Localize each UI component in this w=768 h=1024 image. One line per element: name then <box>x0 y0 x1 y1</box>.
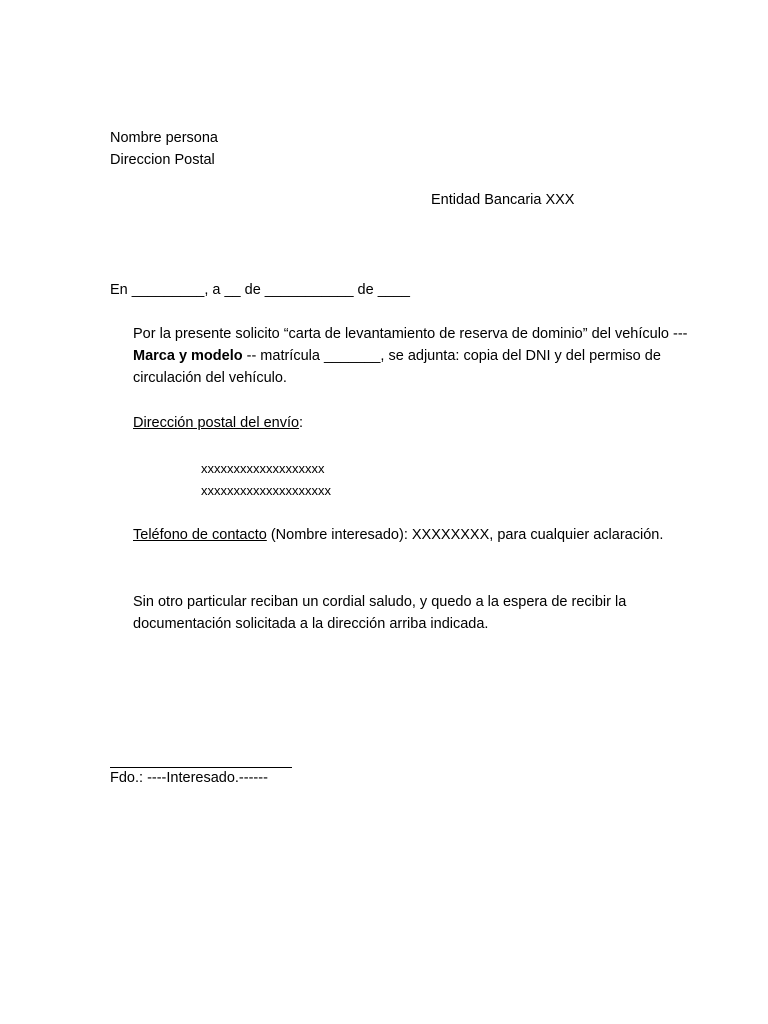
contact-phone-paragraph <box>133 524 693 546</box>
vehicle-make-model: Marca y modelo <box>133 348 243 364</box>
shipping-address-colon: : <box>299 415 304 431</box>
closing-paragraph: Sin otro particular reciban un cordial saludo, y quedo a la espera de recibir la documentación solicitada a la dirección arriba indicada. <box>133 594 627 632</box>
contact-phone-label: Teléfono de contacto <box>133 527 267 543</box>
sender-address: Direccion Postal <box>110 152 215 168</box>
request-text-end: -- matrícula _______, se adjunta: copia del DNI y del permiso de circulación del vehículo. <box>133 348 661 386</box>
contact-phone-text: (Nombre interesado): XXXXXXXX, para cualquier aclaración. <box>266 527 664 543</box>
signature-text: Fdo.: ----Interesado.------ <box>110 770 268 786</box>
shipping-address-line-2: xxxxxxxxxxxxxxxxxxxx <box>201 483 331 498</box>
place-date-line: En _________, a __ de ___________ de ____ <box>110 282 410 298</box>
shipping-address-line-1: xxxxxxxxxxxxxxxxxxx <box>201 461 325 476</box>
shipping-address-label: Dirección postal del envío <box>133 415 300 431</box>
recipient-name: Entidad Bancaria XXX <box>431 192 575 208</box>
request-text-start: Por la presente solicito “carta de levantamiento de reserva de dominio” del vehículo --- <box>133 326 688 342</box>
sender-name: Nombre persona <box>110 130 218 146</box>
shipping-address-heading <box>133 412 693 434</box>
request-paragraph <box>133 323 693 389</box>
